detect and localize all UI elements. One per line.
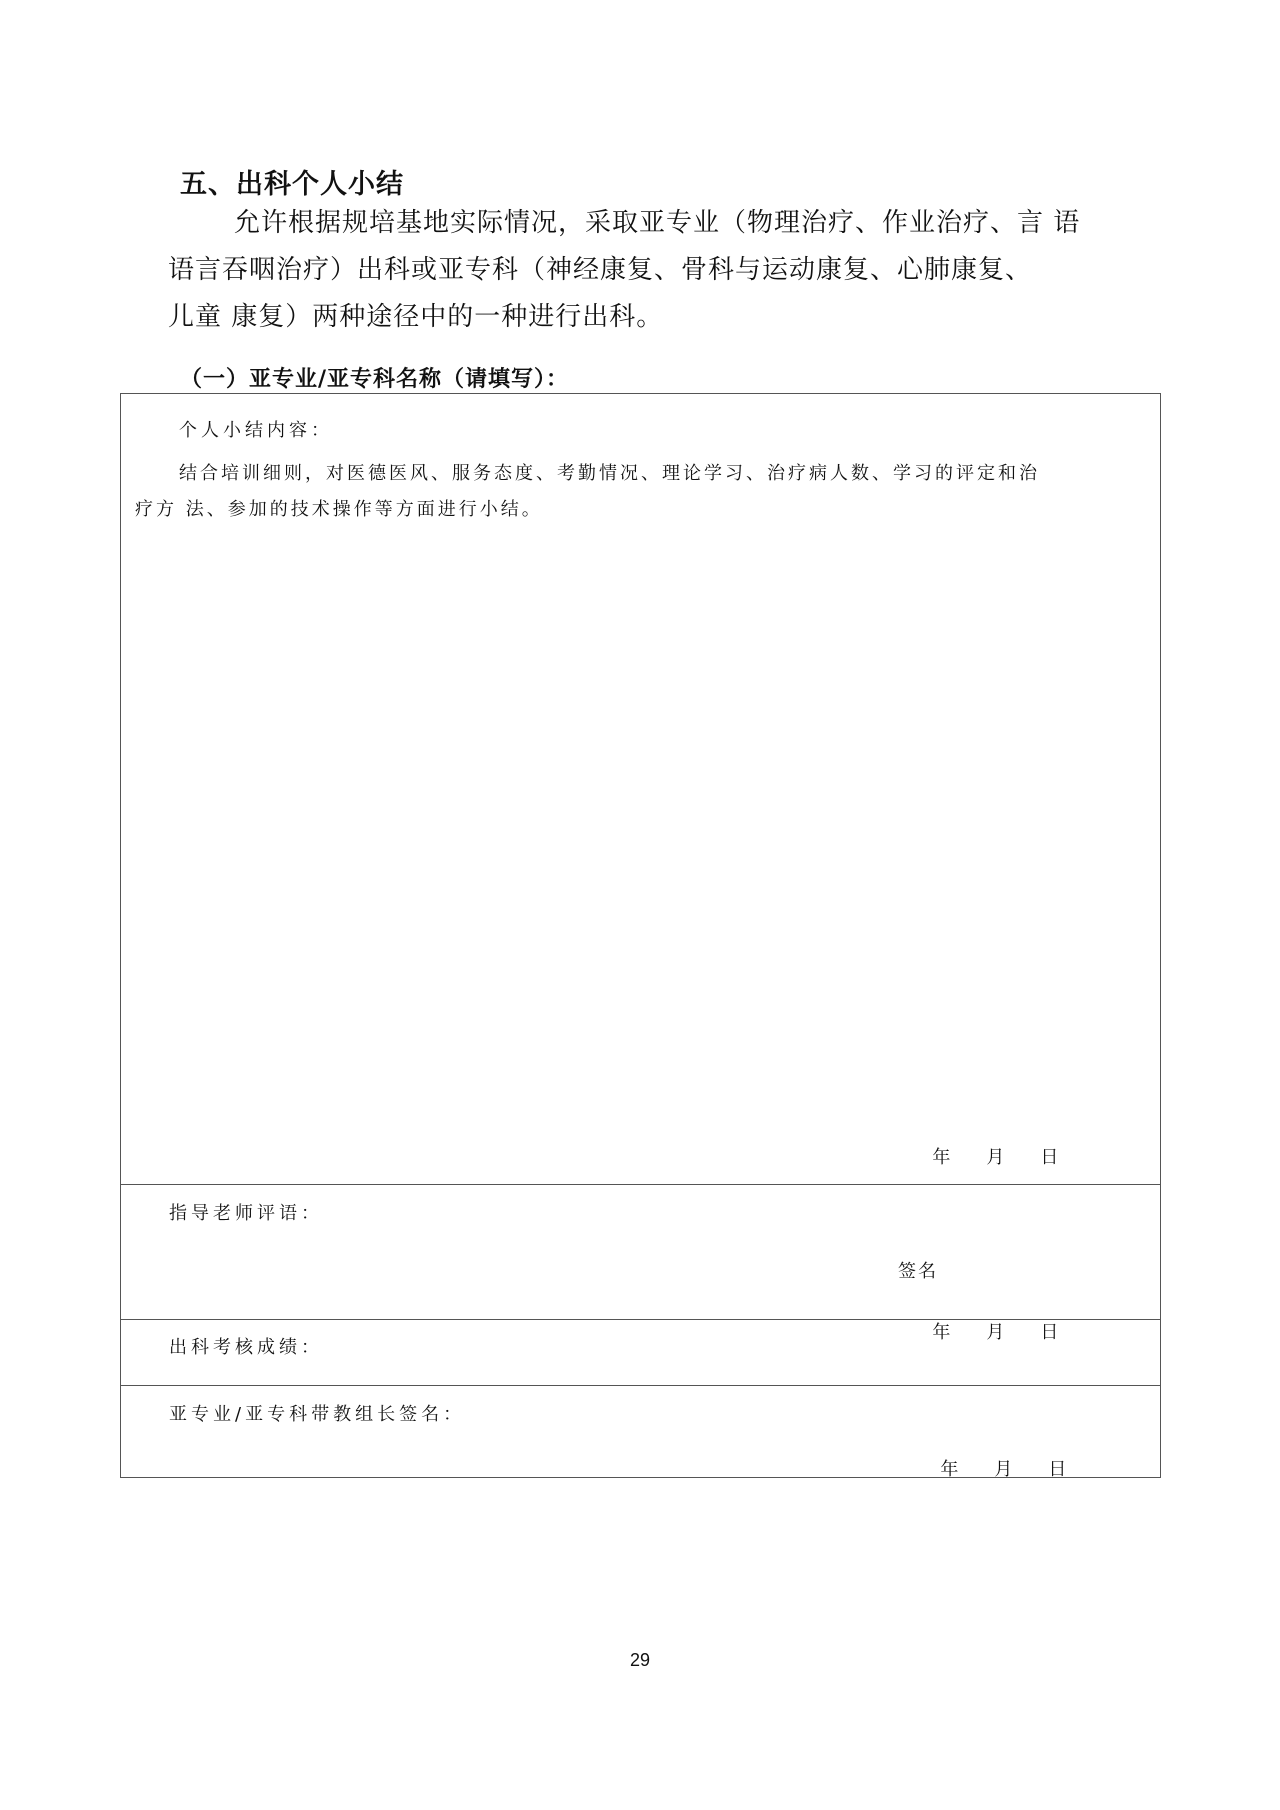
group-leader-cell[interactable] xyxy=(121,1385,1160,1480)
intro-line-1: 允许根据规培基地实际情况，采取亚专业（物理治疗、作业治疗、言 语 xyxy=(234,208,1081,238)
personal-summary-cell[interactable] xyxy=(121,394,1160,1184)
group-leader-signature-label: 亚专业/亚专科带教组长签名： xyxy=(169,1404,466,1425)
exam-score-label: 出科考核成绩： xyxy=(169,1337,323,1358)
summary-form-table xyxy=(120,393,1161,1478)
signature-label: 签名 xyxy=(898,1261,938,1282)
teacher-comment-cell[interactable] xyxy=(121,1184,1160,1343)
date-day: 日 xyxy=(1040,1147,1059,1168)
date-year: 年 xyxy=(940,1459,959,1480)
date-month: 月 xyxy=(986,1147,1005,1168)
date-month: 月 xyxy=(986,1322,1005,1343)
date-day: 日 xyxy=(1048,1459,1067,1480)
personal-summary-instructions xyxy=(135,456,1140,528)
leader-date xyxy=(906,1434,1066,1502)
exam-score-cell[interactable] xyxy=(121,1319,1160,1385)
date-year: 年 xyxy=(932,1322,951,1343)
date-day: 日 xyxy=(1040,1322,1059,1343)
page-number: 29 xyxy=(629,1650,651,1670)
personal-summary-label: 个人小结内容： xyxy=(179,420,333,441)
date-year: 年 xyxy=(932,1147,951,1168)
intro-paragraph xyxy=(168,200,1128,341)
instructions-line-1: 结合培训细则，对医德医风、服务态度、考勤情况、理论学习、治疗病人数、学习的评定和治 xyxy=(179,463,1040,484)
instructions-line-2: 疗方 法、参加的技术操作等方面进行小结。 xyxy=(135,499,543,520)
specialty-name-heading: （一）亚专业/亚专科名称（请填写）： xyxy=(180,367,570,392)
intro-line-3: 儿童 康复）两种途径中的一种进行出科。 xyxy=(168,302,664,332)
teacher-comment-label: 指导老师评语： xyxy=(169,1203,323,1224)
date-month: 月 xyxy=(994,1459,1013,1480)
intro-line-2: 语言吞咽治疗）出科或亚专科（神经康复、骨科与运动康复、心肺康复、 xyxy=(168,255,1033,285)
section-heading: 五、出科个人小结 xyxy=(180,169,404,200)
summary-date xyxy=(898,1122,1058,1190)
